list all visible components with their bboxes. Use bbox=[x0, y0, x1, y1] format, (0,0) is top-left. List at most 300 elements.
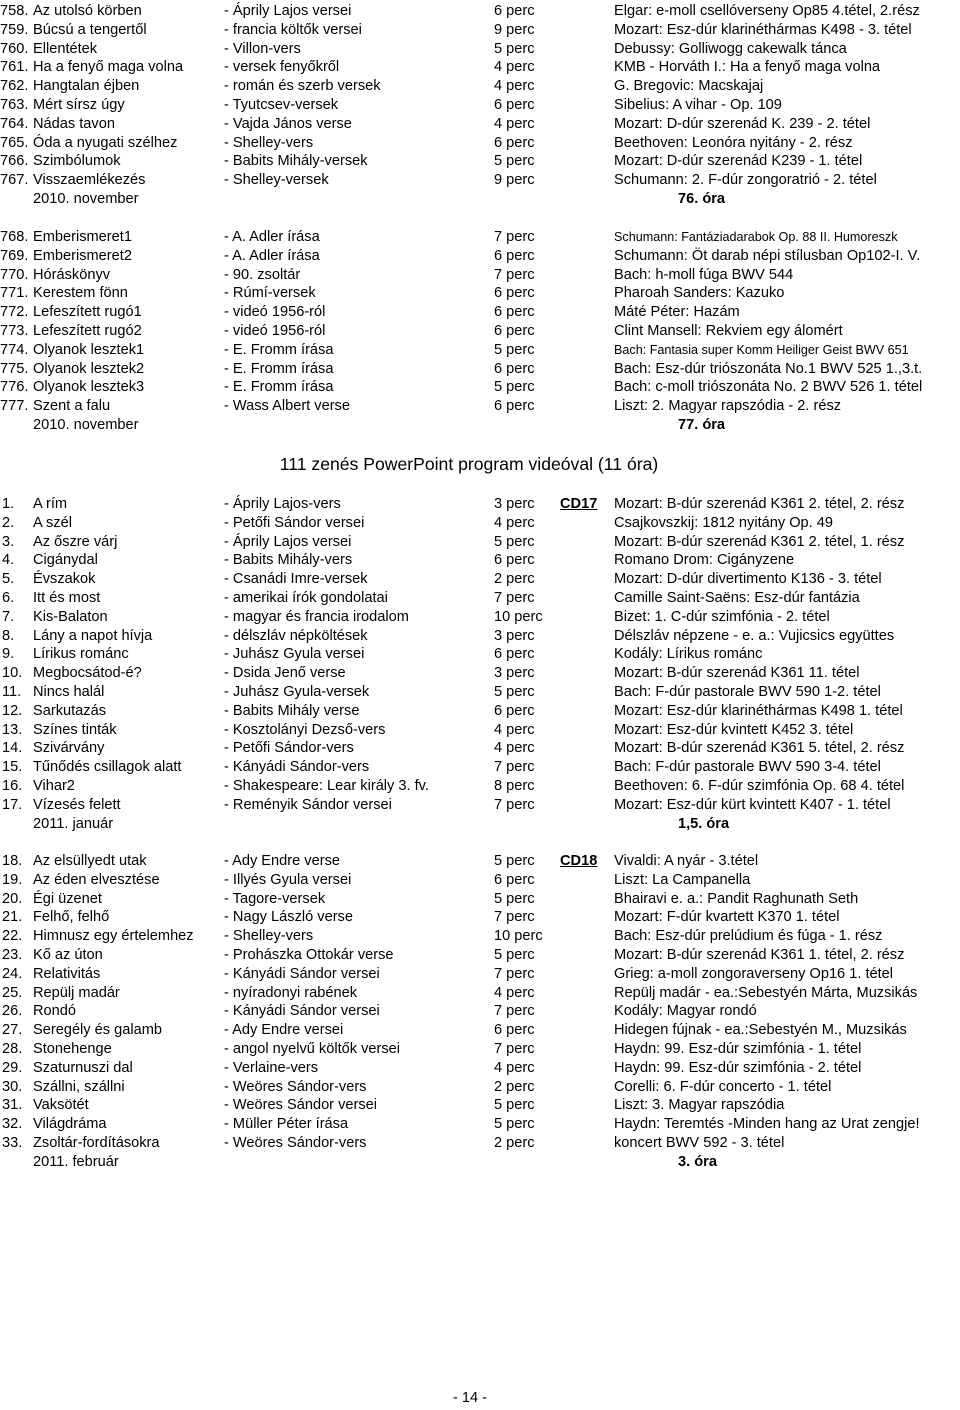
program-row bbox=[0, 360, 960, 379]
section-date: 2010. november bbox=[33, 190, 139, 207]
program-row bbox=[0, 908, 960, 927]
program-author: - 90. zsoltár bbox=[224, 266, 301, 283]
program-music: Haydn: 99. Esz-dúr szimfónia - 2. tétel bbox=[614, 1059, 862, 1076]
program-title: Hangtalan éjben bbox=[33, 78, 140, 95]
program-title: Égi üzenet bbox=[33, 890, 102, 907]
program-title: Ha a fenyő maga volna bbox=[33, 59, 184, 76]
program-row bbox=[0, 589, 960, 608]
program-title: Az őszre várj bbox=[33, 533, 118, 550]
program-music: Bach: Esz-dúr triószonáta No.1 BWV 525 1.,3.t. bbox=[614, 360, 923, 377]
program-author: - Ady Endre verse bbox=[224, 853, 340, 869]
program-music: Schumann: 2. F-dúr zongoratrió - 2. tétel bbox=[614, 172, 877, 189]
program-duration: 5 perc bbox=[494, 683, 535, 700]
program-list-768-777 bbox=[0, 228, 960, 435]
program-number: 28. bbox=[2, 1040, 23, 1057]
program-author: - amerikai írók gondolatai bbox=[224, 589, 388, 606]
program-duration: 4 perc bbox=[494, 740, 535, 757]
program-title: Szállni, szállni bbox=[33, 1078, 125, 1095]
program-number: 22. bbox=[2, 928, 23, 945]
program-music: Elgar: e-moll csellóverseny Op85 4.tétel, 2.rész bbox=[614, 3, 920, 19]
program-title: Szimbólumok bbox=[33, 153, 121, 170]
program-title: Megbocsátod-é? bbox=[33, 665, 142, 682]
program-music: Mozart: F-dúr kvartett K370 1. tétel bbox=[614, 909, 840, 926]
program-music: Mozart: B-dúr szerenád K361 11. tétel bbox=[614, 665, 860, 682]
program-duration: 7 perc bbox=[494, 589, 535, 606]
program-row bbox=[0, 1021, 960, 1040]
program-music: Mozart: Esz-dúr klarinéthármas K498 1. tétel bbox=[614, 702, 903, 719]
program-duration: 7 perc bbox=[494, 266, 535, 283]
program-duration: 6 perc bbox=[494, 304, 535, 321]
program-row bbox=[0, 40, 960, 59]
program-music: Vivaldi: A nyár - 3.tétel bbox=[614, 853, 759, 869]
page-number-text: - 14 - bbox=[452, 1390, 488, 1406]
program-duration: 8 perc bbox=[494, 777, 535, 794]
program-music: koncert BWV 592 - 3. tétel bbox=[614, 1134, 785, 1151]
program-row bbox=[0, 984, 960, 1003]
program-number: 766. bbox=[0, 153, 29, 170]
program-author: - Áprily Lajos versei bbox=[224, 3, 352, 19]
program-author: - Müller Péter írása bbox=[224, 1116, 349, 1133]
program-music: Mozart: B-dúr szerenád K361 2. tétel, 1. rész bbox=[614, 533, 905, 550]
program-author: - Áprily Lajos versei bbox=[224, 533, 352, 550]
program-music: Liszt: La Campanella bbox=[614, 871, 751, 888]
program-title: Stonehenge bbox=[33, 1040, 112, 1057]
program-number: 6. bbox=[2, 589, 15, 606]
program-number: 772. bbox=[0, 304, 29, 321]
program-number: 768. bbox=[0, 229, 29, 245]
program-duration: 7 perc bbox=[494, 965, 535, 982]
program-list-1-17 bbox=[0, 495, 960, 833]
program-author: - Shelley-vers bbox=[224, 928, 314, 945]
program-row bbox=[0, 1134, 960, 1153]
program-author: - Wass Albert verse bbox=[224, 398, 350, 415]
program-duration: 6 perc bbox=[494, 360, 535, 377]
program-number: 8. bbox=[2, 627, 15, 644]
program-title: Ellentétek bbox=[33, 40, 98, 57]
program-title: Cigánydal bbox=[33, 552, 98, 569]
program-author: - Petőfi Sándor versei bbox=[224, 514, 365, 531]
program-title: Az elsüllyedt utak bbox=[33, 853, 147, 869]
program-duration: 4 perc bbox=[494, 721, 535, 738]
program-row bbox=[0, 570, 960, 589]
program-row bbox=[0, 1040, 960, 1059]
program-row bbox=[0, 664, 960, 683]
program-music: Mozart: Esz-dúr klarinéthármas K498 - 3. tétel bbox=[614, 21, 912, 38]
program-number: 776. bbox=[0, 379, 29, 396]
program-row bbox=[0, 171, 960, 190]
program-title: Lefeszített rugó2 bbox=[33, 322, 142, 339]
program-row bbox=[0, 683, 960, 702]
program-author: - angol nyelvű költők versei bbox=[224, 1040, 401, 1057]
program-number: 30. bbox=[2, 1078, 23, 1095]
program-row bbox=[0, 115, 960, 134]
program-row bbox=[0, 796, 960, 815]
program-music: Mozart: Esz-dúr kürt kvintett K407 - 1. tétel bbox=[614, 796, 891, 813]
program-number: 771. bbox=[0, 285, 29, 302]
program-author: - Vajda János verse bbox=[224, 115, 352, 132]
program-author: - E. Fromm írása bbox=[224, 379, 334, 396]
program-row bbox=[0, 378, 960, 397]
program-duration: 6 perc bbox=[494, 285, 535, 302]
program-title: Himnusz egy értelemhez bbox=[33, 928, 194, 945]
program-author: - Shelley-versek bbox=[224, 172, 329, 189]
program-music: Bach: F-dúr pastorale BWV 590 3-4. tétel bbox=[614, 759, 881, 776]
program-author: - Kányádi Sándor-vers bbox=[224, 759, 370, 776]
program-number: 9. bbox=[2, 646, 15, 663]
program-duration: 5 perc bbox=[494, 533, 535, 550]
program-number: 4. bbox=[2, 552, 15, 569]
program-author: - Prohászka Ottokár verse bbox=[224, 946, 394, 963]
program-music: KMB - Horváth I.: Ha a fenyő maga volna bbox=[614, 59, 881, 76]
program-title: Az utolsó körben bbox=[33, 3, 142, 19]
program-author: - Nagy László verse bbox=[224, 909, 353, 926]
program-duration: 5 perc bbox=[494, 946, 535, 963]
program-music: Bach: Esz-dúr prelúdium és fúga - 1. rész bbox=[614, 928, 883, 945]
program-duration: 5 perc bbox=[494, 153, 535, 170]
program-title: Kő az úton bbox=[33, 946, 103, 963]
program-duration: 6 perc bbox=[494, 398, 535, 415]
program-author: - Petőfi Sándor-vers bbox=[224, 740, 354, 757]
program-title: Nádas tavon bbox=[33, 115, 115, 132]
program-row bbox=[0, 266, 960, 285]
program-title: Repülj madár bbox=[33, 984, 120, 1001]
program-music: Bach: Fantasia super Komm Heiliger Geist BWV 651 bbox=[614, 342, 909, 357]
program-author: - E. Fromm írása bbox=[224, 360, 334, 377]
program-author: - Csanádi Imre-versek bbox=[224, 571, 368, 588]
program-number: 12. bbox=[2, 702, 23, 719]
program-row bbox=[0, 284, 960, 303]
program-title: Lírikus románc bbox=[33, 646, 129, 663]
program-duration: 3 perc bbox=[494, 665, 535, 682]
program-author: - Ady Endre versei bbox=[224, 1022, 344, 1039]
section-hours: 76. óra bbox=[678, 190, 726, 207]
program-duration: 6 perc bbox=[494, 96, 535, 113]
program-row bbox=[0, 852, 960, 871]
program-title: Emberismeret1 bbox=[33, 229, 132, 245]
program-duration: 4 perc bbox=[494, 59, 535, 76]
program-number: 759. bbox=[0, 21, 29, 38]
program-title: Zsoltár-fordításokra bbox=[33, 1134, 160, 1151]
program-title: Itt és most bbox=[33, 589, 101, 606]
cd-label: CD18 bbox=[560, 853, 598, 869]
program-row bbox=[0, 1096, 960, 1115]
program-title: Színes tinták bbox=[33, 721, 117, 738]
program-duration: 7 perc bbox=[494, 1003, 535, 1020]
program-number: 775. bbox=[0, 360, 29, 377]
program-title: Az éden elvesztése bbox=[33, 871, 160, 888]
program-number: 767. bbox=[0, 172, 29, 189]
program-row bbox=[0, 514, 960, 533]
program-row bbox=[0, 965, 960, 984]
program-author: - A. Adler írása bbox=[224, 229, 320, 245]
program-author: - Shelley-vers bbox=[224, 134, 314, 151]
program-music: Camille Saint-Saëns: Esz-dúr fantázia bbox=[614, 589, 860, 606]
program-music: Liszt: 2. Magyar rapszódia - 2. rész bbox=[614, 398, 842, 415]
program-duration: 5 perc bbox=[494, 853, 535, 869]
program-duration: 4 perc bbox=[494, 514, 535, 531]
section-summary bbox=[0, 1153, 960, 1172]
program-music: Grieg: a-moll zongoraverseny Op16 1. tétel bbox=[614, 965, 894, 982]
program-row bbox=[0, 397, 960, 416]
program-music: Corelli: 6. F-dúr concerto - 1. tétel bbox=[614, 1078, 832, 1095]
program-number: 763. bbox=[0, 96, 29, 113]
program-author: - román és szerb versek bbox=[224, 78, 381, 95]
program-title: Hóráskönyv bbox=[33, 266, 111, 283]
program-row bbox=[0, 21, 960, 40]
program-music: Csajkovszkij: 1812 nyitány Op. 49 bbox=[614, 514, 834, 531]
program-title: Szivárvány bbox=[33, 740, 105, 757]
program-duration: 5 perc bbox=[494, 1116, 535, 1133]
program-music: Beethoven: Leonóra nyitány - 2. rész bbox=[614, 134, 853, 151]
program-duration: 2 perc bbox=[494, 1078, 535, 1095]
program-title: Seregély és galamb bbox=[33, 1022, 162, 1039]
program-number: 10. bbox=[2, 665, 23, 682]
program-music: Liszt: 3. Magyar rapszódia bbox=[614, 1097, 785, 1114]
program-number: 26. bbox=[2, 1003, 23, 1020]
program-music: Clint Mansell: Rekviem egy álomért bbox=[614, 322, 843, 339]
program-title: Relativitás bbox=[33, 965, 101, 982]
program-author: - Babits Mihály-versek bbox=[224, 153, 368, 170]
program-duration: 6 perc bbox=[494, 702, 535, 719]
program-duration: 6 perc bbox=[494, 247, 535, 264]
program-author: - Shakespeare: Lear király 3. fv. bbox=[224, 777, 429, 794]
page-number bbox=[0, 1390, 960, 1406]
program-title: Kerestem fönn bbox=[33, 285, 128, 302]
program-number: 25. bbox=[2, 984, 23, 1001]
program-number: 33. bbox=[2, 1134, 23, 1151]
section-hours: 3. óra bbox=[678, 1153, 717, 1170]
program-duration: 6 perc bbox=[494, 552, 535, 569]
program-music: Bach: c-moll triószonáta No. 2 BWV 526 1. tétel bbox=[614, 379, 923, 396]
program-row bbox=[0, 890, 960, 909]
program-music: Pharoah Sanders: Kazuko bbox=[614, 285, 785, 302]
program-number: 1. bbox=[2, 496, 15, 512]
program-row bbox=[0, 134, 960, 153]
program-list-758-767 bbox=[0, 2, 960, 209]
program-row bbox=[0, 1078, 960, 1097]
section-date: 2011. január bbox=[33, 815, 114, 832]
program-author: - Juhász Gyula versei bbox=[224, 646, 365, 663]
program-number: 769. bbox=[0, 247, 29, 264]
program-row bbox=[0, 777, 960, 796]
program-number: 11. bbox=[2, 683, 22, 700]
program-title: Vaksötét bbox=[33, 1097, 89, 1114]
program-duration: 4 perc bbox=[494, 115, 535, 132]
program-duration: 5 perc bbox=[494, 379, 535, 396]
program-music: Mozart: B-dúr szerenád K361 5. tétel, 2. rész bbox=[614, 740, 905, 757]
program-row bbox=[0, 608, 960, 627]
program-author: - Kosztolányi Dezső-vers bbox=[224, 721, 386, 738]
program-number: 761. bbox=[0, 59, 29, 76]
program-duration: 5 perc bbox=[494, 341, 535, 358]
program-title: Mért sírsz úgy bbox=[33, 96, 125, 113]
program-number: 777. bbox=[0, 398, 29, 415]
section-heading-text: 111 zenés PowerPoint program videóval (11 óra) bbox=[279, 454, 659, 474]
program-row bbox=[0, 228, 960, 247]
program-duration: 5 perc bbox=[494, 1097, 535, 1114]
program-author: - Weöres Sándor versei bbox=[224, 1097, 378, 1114]
program-music: Debussy: Golliwogg cakewalk tánca bbox=[614, 40, 847, 57]
section-hours: 77. óra bbox=[678, 416, 726, 433]
program-number: 17. bbox=[2, 796, 23, 813]
program-number: 3. bbox=[2, 533, 15, 550]
program-row bbox=[0, 1002, 960, 1021]
program-title: Lány a napot hívja bbox=[33, 627, 153, 644]
program-music: Mozart: D-dúr divertimento K136 - 3. tétel bbox=[614, 571, 882, 588]
program-duration: 10 perc bbox=[494, 928, 543, 945]
program-title: Olyanok lesztek1 bbox=[33, 341, 145, 358]
program-author: - E. Fromm írása bbox=[224, 341, 334, 358]
program-number: 774. bbox=[0, 341, 29, 358]
program-title: Felhő, felhő bbox=[33, 909, 110, 926]
section-summary bbox=[0, 416, 960, 435]
program-number: 21. bbox=[2, 909, 23, 926]
program-author: - délszláv népköltések bbox=[224, 627, 368, 644]
program-music: Kodály: Lírikus románc bbox=[614, 646, 763, 663]
program-author: - francia költők versei bbox=[224, 21, 362, 38]
program-title: Vízesés felett bbox=[33, 796, 121, 813]
program-author: - Verlaine-vers bbox=[224, 1059, 319, 1076]
program-row bbox=[0, 303, 960, 322]
program-duration: 5 perc bbox=[494, 890, 535, 907]
program-number: 27. bbox=[2, 1022, 23, 1039]
program-title: Sarkutazás bbox=[33, 702, 107, 719]
program-title: Szent a falu bbox=[33, 398, 111, 415]
program-duration: 6 perc bbox=[494, 3, 535, 19]
program-music: Bach: h-moll fúga BWV 544 bbox=[614, 266, 794, 283]
program-author: - videó 1956-ról bbox=[224, 322, 326, 339]
program-title: Olyanok lesztek3 bbox=[33, 379, 145, 396]
program-duration: 2 perc bbox=[494, 571, 535, 588]
program-row bbox=[0, 702, 960, 721]
program-number: 18. bbox=[2, 853, 23, 869]
program-music: Bach: F-dúr pastorale BWV 590 1-2. tétel bbox=[614, 683, 881, 700]
program-music: Schumann: Fantáziadarabok Op. 88 II. Humoreszk bbox=[614, 230, 898, 244]
program-number: 770. bbox=[0, 266, 29, 283]
program-number: 14. bbox=[2, 740, 23, 757]
program-duration: 10 perc bbox=[494, 608, 543, 625]
program-row bbox=[0, 341, 960, 360]
program-number: 15. bbox=[2, 759, 23, 776]
program-number: 773. bbox=[0, 322, 29, 339]
program-duration: 7 perc bbox=[494, 909, 535, 926]
program-music: Kodály: Magyar rondó bbox=[614, 1003, 757, 1020]
section-date: 2010. november bbox=[33, 416, 139, 433]
program-duration: 5 perc bbox=[494, 40, 535, 57]
program-number: 23. bbox=[2, 946, 23, 963]
program-music: Hidegen fújnak - ea.:Sebestyén M., Muzsikás bbox=[614, 1022, 907, 1039]
program-row bbox=[0, 1059, 960, 1078]
program-duration: 7 perc bbox=[494, 796, 535, 813]
program-author: - nyíradonyi rabének bbox=[224, 984, 358, 1001]
program-title: Visszaemlékezés bbox=[33, 172, 146, 189]
program-author: - videó 1956-ról bbox=[224, 304, 326, 321]
program-duration: 6 perc bbox=[494, 1022, 535, 1039]
program-duration: 7 perc bbox=[494, 1040, 535, 1057]
program-row bbox=[0, 927, 960, 946]
program-music: Sibelius: A vihar - Op. 109 bbox=[614, 96, 782, 113]
program-row bbox=[0, 495, 960, 514]
program-row bbox=[0, 551, 960, 570]
program-author: - Juhász Gyula-versek bbox=[224, 683, 370, 700]
program-author: - Kányádi Sándor versei bbox=[224, 965, 380, 982]
program-duration: 4 perc bbox=[494, 1059, 535, 1076]
program-music: Repülj madár - ea.:Sebestyén Márta, Muzsikás bbox=[614, 984, 918, 1001]
program-author: - versek fenyőkről bbox=[224, 59, 340, 76]
program-title: Rondó bbox=[33, 1003, 77, 1020]
program-music: Beethoven: 6. F-dúr szimfónia Op. 68 4. tétel bbox=[614, 777, 905, 794]
program-title: A rím bbox=[33, 496, 68, 512]
program-music: Schumann: Öt darab népi stílusban Op102-I. V. bbox=[614, 247, 921, 264]
program-number: 758. bbox=[0, 3, 29, 19]
program-title: Óda a nyugati szélhez bbox=[33, 134, 178, 151]
program-row bbox=[0, 721, 960, 740]
program-duration: 2 perc bbox=[494, 1134, 535, 1151]
program-row bbox=[0, 152, 960, 171]
program-music: Mozart: Esz-dúr kvintett K452 3. tétel bbox=[614, 721, 854, 738]
program-row bbox=[0, 533, 960, 552]
program-title: Olyanok lesztek2 bbox=[33, 360, 145, 377]
program-music: Mozart: D-dúr szerenád K. 239 - 2. tétel bbox=[614, 115, 871, 132]
section-summary bbox=[0, 190, 960, 209]
program-duration: 4 perc bbox=[494, 984, 535, 1001]
program-number: 31. bbox=[2, 1097, 23, 1114]
program-author: - Weöres Sándor-vers bbox=[224, 1134, 367, 1151]
program-duration: 7 perc bbox=[494, 229, 535, 245]
program-title: Világdráma bbox=[33, 1116, 107, 1133]
program-title: Lefeszített rugó1 bbox=[33, 304, 142, 321]
program-number: 765. bbox=[0, 134, 29, 151]
program-music: Bizet: 1. C-dúr szimfónia - 2. tétel bbox=[614, 608, 830, 625]
program-title: Évszakok bbox=[33, 571, 96, 588]
program-author: - Illyés Gyula versei bbox=[224, 871, 352, 888]
program-author: - Áprily Lajos-vers bbox=[224, 496, 341, 512]
program-duration: 6 perc bbox=[494, 646, 535, 663]
program-title: A szél bbox=[33, 514, 72, 531]
program-number: 29. bbox=[2, 1059, 23, 1076]
program-author: - Babits Mihály verse bbox=[224, 702, 360, 719]
section-hours: 1,5. óra bbox=[678, 815, 730, 832]
program-row bbox=[0, 322, 960, 341]
program-author: - magyar és francia irodalom bbox=[224, 608, 409, 625]
program-number: 2. bbox=[2, 514, 15, 531]
program-row bbox=[0, 2, 960, 21]
section-summary bbox=[0, 815, 960, 834]
section-date: 2011. február bbox=[33, 1153, 119, 1170]
program-author: - Tagore-versek bbox=[224, 890, 326, 907]
program-music: Romano Drom: Cigányzene bbox=[614, 552, 795, 569]
program-number: 762. bbox=[0, 78, 29, 95]
program-title: Vihar2 bbox=[33, 777, 75, 794]
program-title: Szaturnuszi dal bbox=[33, 1059, 133, 1076]
program-duration: 4 perc bbox=[494, 78, 535, 95]
program-author: - Dsida Jenő verse bbox=[224, 665, 346, 682]
program-author: - Rúmí-versek bbox=[224, 285, 316, 302]
program-music: Haydn: 99. Esz-dúr szimfónia - 1. tétel bbox=[614, 1040, 862, 1057]
program-row bbox=[0, 247, 960, 266]
program-duration: 7 perc bbox=[494, 759, 535, 776]
program-row bbox=[0, 739, 960, 758]
program-music: Mozart: D-dúr szerenád K239 - 1. tétel bbox=[614, 153, 863, 170]
program-music: Haydn: Teremtés -Minden hang az Urat zengje! bbox=[614, 1116, 920, 1133]
program-row bbox=[0, 77, 960, 96]
program-title: Kis-Balaton bbox=[33, 608, 108, 625]
section-heading bbox=[0, 453, 960, 475]
program-author: - A. Adler írása bbox=[224, 247, 320, 264]
program-music: G. Bregovic: Macskajaj bbox=[614, 78, 764, 95]
program-row bbox=[0, 871, 960, 890]
program-duration: 3 perc bbox=[494, 496, 535, 512]
